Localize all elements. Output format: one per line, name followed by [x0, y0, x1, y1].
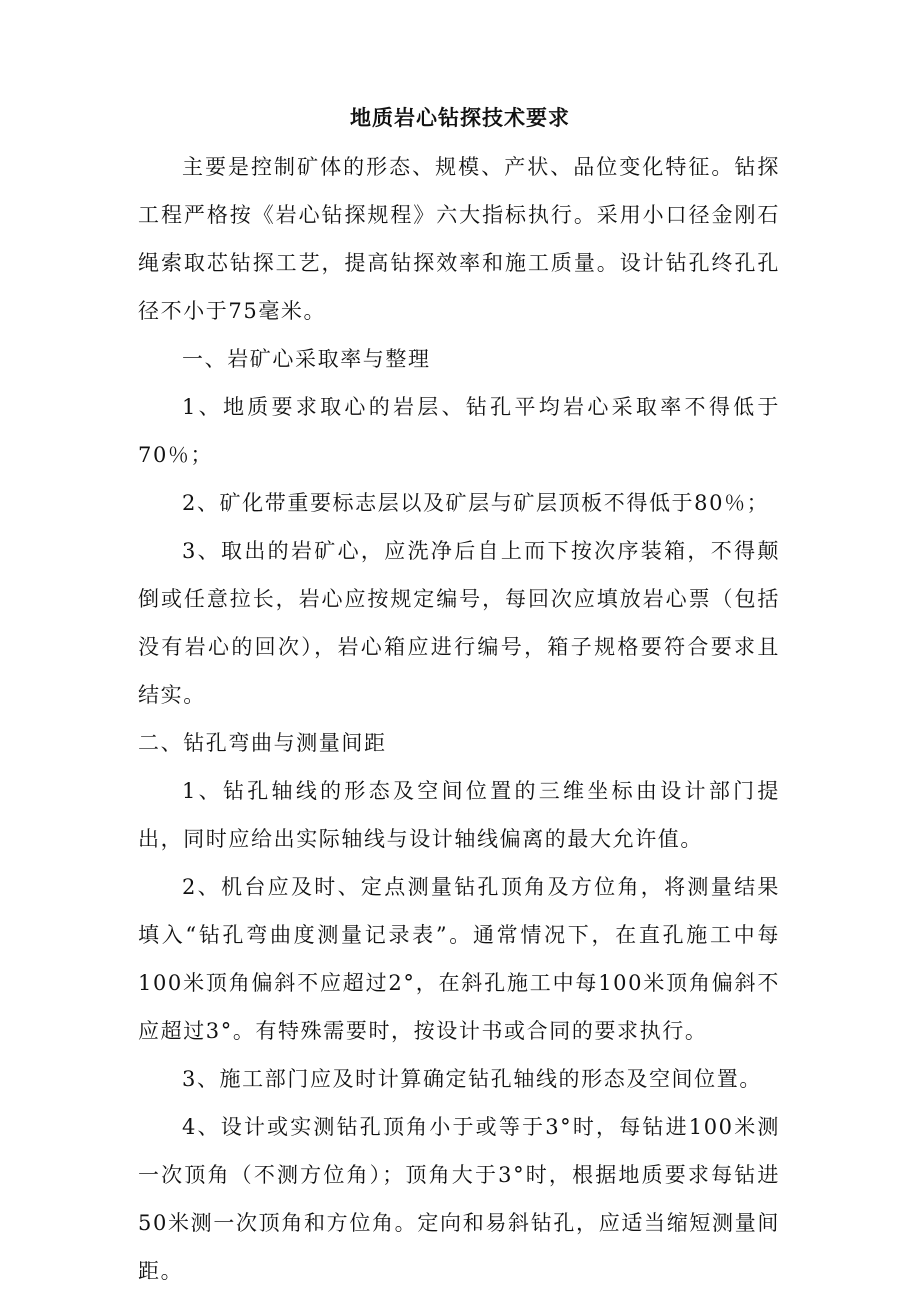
heading-section-1: 一、岩矿心采取率与整理 [182, 347, 431, 371]
paragraph-1-2: 2、矿化带重要标志层以及矿层与矿层顶板不得低于80％； [182, 491, 770, 515]
paragraph-2-3: 3、施工部门应及时计算确定钻孔轴线的形态及空间位置。 [182, 1067, 762, 1091]
paragraph-intro: 主要是控制矿体的形态、规模、产状、品位变化特征。钻探工程严格按《岩心钻探规程》六大指标执行。采用小口径金刚石绳索取芯钻探工艺，提高钻探效率和施工质量。设计钻孔终孔孔径不小于75毫米。 [138, 155, 780, 323]
document-title: 地质岩心钻探技术要求 [350, 105, 570, 130]
paragraph-2-4: 4、设计或实测钻孔顶角小于或等于3°时，每钻进100米测一次顶角（不测方位角）；顶角大于3°时，根据地质要求每钻进50米测一次顶角和方位角。定向和易斜钻孔，应适当缩短测量间距。 [138, 1115, 780, 1283]
paragraph-1-1: 1、地质要求取心的岩层、钻孔平均岩心采取率不得低于70％； [138, 395, 780, 467]
heading-section-2: 二、钻孔弯曲与测量间距 [138, 731, 387, 755]
paragraph-2-2: 2、机台应及时、定点测量钻孔顶角及方位角，将测量结果填入“钻孔弯曲度测量记录表”。通常情况下，在直孔施工中每100米顶角偏斜不应超过2°，在斜孔施工中每100米顶角偏斜不应超过3°。有特殊需要时，按设计书或合同的要求执行。 [138, 875, 780, 1043]
paragraph-1-3: 3、取出的岩矿心，应洗净后自上而下按次序装箱，不得颠倒或任意拉长，岩心应按规定编号，每回次应填放岩心票（包括没有岩心的回次），岩心箱应进行编号，箱子规格要符合要求且结实。 [138, 539, 780, 707]
paragraph-2-1: 1、钻孔轴线的形态及空间位置的三维坐标由设计部门提出，同时应给出实际轴线与设计轴线偏离的最大允许值。 [138, 779, 780, 851]
document-body [138, 143, 780, 1295]
